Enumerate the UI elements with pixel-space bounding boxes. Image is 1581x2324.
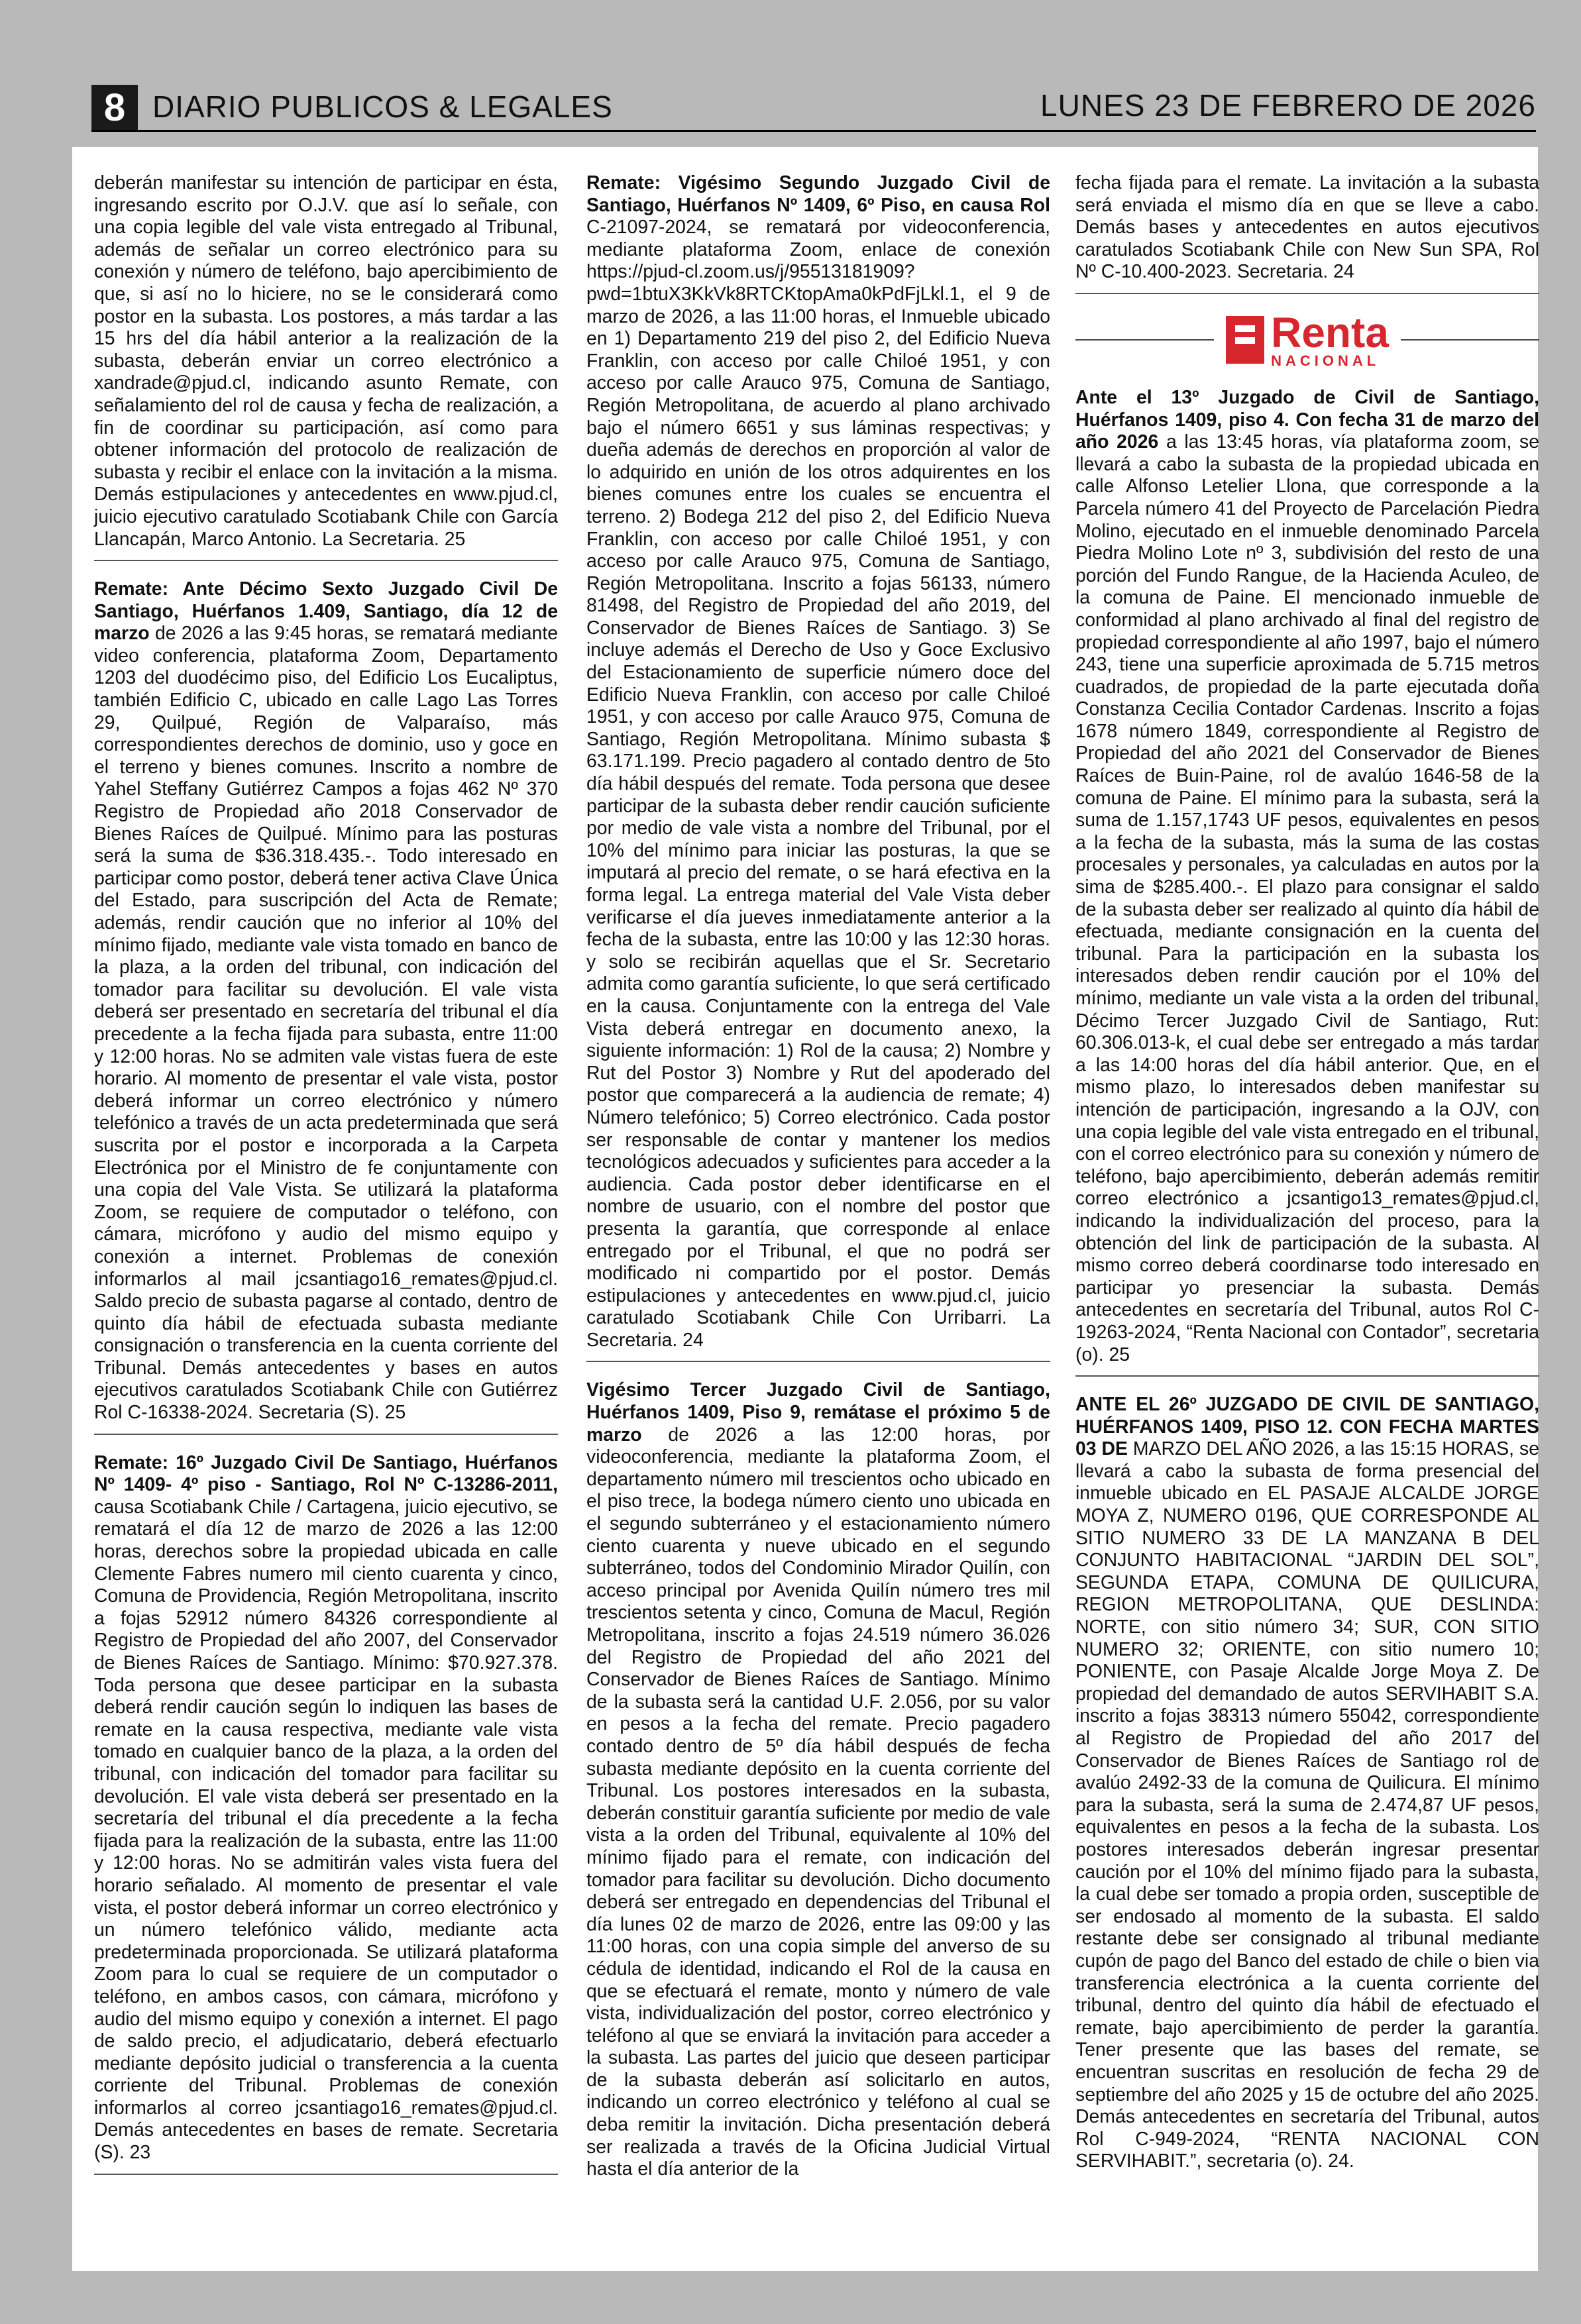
- renta-nacional-logo: [1226, 308, 1389, 369]
- notice-divider: [94, 560, 558, 561]
- notice-heading: ANTE EL 26º JUZGADO DE CIVIL DE SANTIAGO, HUÉRFANOS 1409, PISO 12. CON FECHA MARTES 03 DE: [1075, 1394, 1539, 1460]
- column-3: [1075, 172, 1539, 2173]
- notice-heading: Remate: Ante Décimo Sexto Juzgado Civil De Santiago, Huérfanos 1.409, Santiago, día 12 de marzo: [94, 578, 558, 645]
- notice-text: fecha fijada para el remate. La invitación a la subasta será enviada el mismo día en que se lleve a cabo. Demás bases y antecedentes en autos ejecutivos caratulados Scotiabank Chile con New Sun SPA, Rol Nº C-10.400-2023. Secretaria. 24: [1075, 172, 1539, 283]
- notice-text: a las 13:45 horas, vía plataforma zoom, se llevará a cabo la subasta de la propiedad ubicada en calle Alfonso Letelier Llona, que corresponde a la Parcela número 41 del Proyecto de Parcelación Piedra Molino, ejecutado en el inmueble denominado Parcela Piedra Molino Lote nº 3, subdivisión del resto de una porción del Fundo Rangue, de la Hacienda Aculeo, de la comuna de Paine. El mencionado inmueble de conformidad al plano archivado al final del registro de propiedad correspondiente al año 1997, bajo el número 243, tiene una superficie aproximada de 5.715 metros cuadrados, de propiedad de la parte ejecutada doña Constanza Cecilia Contador Cardenas. Inscrito a fojas 1678 número 1849, correspondiente al Registro de Propiedad del año 2021 del Conservador de Bienes Raíces de Buin-Paine, rol de avalúo 1646-58 de la comuna de Paine. El mínimo para la subasta, será la suma de 1.157,1743 UF pesos, equivalentes en pesos a la fecha de la subasta, más la suma de las costas procesales y personales, ya calculadas en autos por la sima de $285.400.-. El plazo para consignar el saldo de la subasta deber ser realizado al quinto día hábil de efectuada, mediante consignación en la cuenta del tribunal. Para la participación en la subasta los interesados deben rendir caución por el 10% del mínimo, mediante un vale vista a la orden del tribunal, Décimo Tercer Juzgado Civil de Santiago, Rut: 60.306.013-k, el cual debe ser entregado a más tardar a las 14:00 horas del día hábil anterior. Que, en el mismo plazo, lo interesados deben manifestar su intención de participación, ingresando a la OJV, con una copia legible del vale vista entregado en el tribunal, con el correo electrónico para su conexión y número de teléfono, bajo apercibimiento, deberán además remitir correo electrónico a jcsantigo13_remates@pjud.cl, indicando la individualización del proceso, para la obtención del link de participación de la subasta. Al mismo correo deberá coordinarse todo interesado en participar yo presenciar la subasta. Demás antecedentes en secretaría del Tribunal, autos Rol C-19263-2024, “Renta Nacional con Contador”, secretaria (o). 25: [1075, 431, 1539, 1365]
- notice: [1075, 1394, 1539, 2173]
- notice: [586, 172, 1050, 1351]
- notice-divider: [94, 1434, 558, 1435]
- page-header: [91, 85, 1536, 132]
- notice: [586, 1379, 1050, 2180]
- notice-divider: [586, 1361, 1050, 1362]
- publication-name: DIARIO PUBLICOS & LEGALES: [152, 89, 613, 124]
- notice: [94, 1452, 558, 2164]
- notice-text: deberán manifestar su intención de participar en ésta, ingresando escrito por O.J.V. que así lo señale, con una copia legible del vale vista entregado al Tribunal, además de señalar un correo electrónico para su conexión y número de teléfono, bajo apercibimiento de que, si así no lo hiciere, no se le considerará como postor en la subasta. Los postores, a más tardar a las 15 hrs del día hábil anterior a la realización de la subasta, deberán enviar un correo electrónico a xandrade@pjud.cl, indicando asunto Remate, con señalamiento del rol de causa y fecha de realización, a fin de coordinar su participación, así como para obtener información del protocolo de realización de subasta y recibir el enlace con la invitación a la misma. Demás estipulaciones y antecedentes en www.pjud.cl, juicio ejecutivo caratulado Scotiabank Chile con García Llancapán, Marco Antonio. La Secretaria. 25: [94, 172, 558, 550]
- notice-heading: Remate: 16º Juzgado Civil De Santiago, Huérfanos Nº 1409- 4º piso - Santiago, Rol Nº C-13286-2011,: [94, 1452, 558, 1496]
- logo-word: Renta: [1271, 308, 1389, 356]
- column-2: [586, 172, 1050, 2181]
- publication-date: LUNES 23 DE FEBRERO DE 2026: [1040, 88, 1536, 123]
- logo-rule-left: [1075, 339, 1214, 341]
- logo-mark-icon: [1226, 316, 1264, 364]
- notice-divider: [94, 2174, 558, 2175]
- notice-divider: [1075, 293, 1539, 294]
- notice-text: causa Scotiabank Chile / Cartagena, juicio ejecutivo, se rematará el día 12 de marzo de 2026 a las 12:00 horas, derechos sobre la propiedad ubicada en calle Clemente Fabres numero mil ciento cuarenta y cinco, Comuna de Providencia, Región Metropolitana, inscrito a fojas 52912 número 84326 correspondiente al Registro de Propiedad del año 2007, del Conservador de Bienes Raíces de Santiago. Mínimo: $70.927.378. Toda persona que desee participar en la subasta deberá rendir caución según lo indiquen las bases de remate en la causa respectiva, mediante vale vista tomado en cualquier banco de la plaza, a la orden del tribunal, con indicación del tomador para facilitar su devolución. El vale vista deberá ser presentado en la secretaría del tribunal el día precedente a la fecha fijada para la realización de la subasta, entre las 11:00 y 12:00 horas. No se admitirán vales vista fuera del horario señalado. Al momento de presentar el vale vista, el postor deberá informar un correo electrónico y un número telefónico válido, mediante acta predeterminada proporcionada. Se utilizará plataforma Zoom para lo cual se requiere de un computador o teléfono, en ambos casos, con cámara, micrófono y audio del mismo equipo y conexión a internet. El pago de saldo precio, el adjudicatario, deberá efectuarlo mediante depósito judicial o transferencia a la cuenta corriente del Tribunal. Problemas de conexión informarlos al correo jcsantiago16_remates@pjud.cl. Demás antecedentes en bases de remate. Secretaria (S). 23: [94, 1496, 558, 2164]
- notice-text: C-21097-2024, se rematará por videoconferencia, mediante plataforma Zoom, enlace de conexión https://pjud-cl.zoom.us/j/95513181909?pwd=1btuX3KkVk8RTCKtopAma0kPdFjLkl.1, el 9 de marzo de 2026, a las 11:00 horas, el Inmueble ubicado en 1) Departamento 219 del piso 2, del Edificio Nueva Franklin, con acceso por calle Chiloé 1951, y con acceso por calle Arauco 975, Comuna de Santiago, Región Metropolitana, de acuerdo al plano archivado bajo el número 6651 y sus láminas respectivas; y dueña además de derechos en proporción al valor de lo adquirido en unión de los otros adquirentes en los bienes comunes entre los cuales se encuentra el terreno. 2) Bodega 212 del piso 2, del Edificio Nueva Franklin, con acceso por calle Chiloé 1951, y con acceso por calle Arauco 975, Comuna de Santiago, Región Metropolitana. Inscrito a fojas 56133, número 81498, del Registro de Propiedad del año 2019, del Conservador de Bienes Raíces de Santiago. 3) Se incluye además el Derecho de Uso y Goce Exclusivo del Estacionamiento de superficie número doce del Edificio Nueva Franklin, con acceso por calle Chiloé 1951, y con acceso por calle Arauco 975, Comuna de Santiago, Región Metropolitana. Mínimo subasta $ 63.171.199. Precio pagadero al contado dentro de 5to día hábil después del remate. Toda persona que desee participar de la subasta deber rendir caución suficiente por medio de vale vista a nombre del Tribunal, por el 10% del mínimo para iniciar las posturas, la que se imputará al precio del remate, o se hará efectiva en la forma legal. La entrega material del Vale Vista deber verificarse el día jueves inmediatamente anterior a la fecha de la subasta, entre las 10:00 y las 12:30 horas. y solo se recibirán aquellas que el Sr. Secretario admita como garantía suficiente, lo que será certificado en la causa. Conjuntamente con la entrega del Vale Vista deberá entregar en documento anexo, la siguiente información: 1) Rol de la causa; 2) Nombre y Rut del Postor 3) Nombre y Rut del apoderado del postor que comparecerá a la audiencia de remate; 4) Número telefónico; 5) Correo electrónico. Cada postor ser responsable de contar y mantener los medios tecnológicos adecuados y suficientes para acceder a la audiencia. Cada postor deber identificarse en el nombre de usuario, con el nombre del postor que presenta la garantía, que corresponde al enlace entregado por el Tribunal, el que no podrá ser modificado ni compartido por el postor. Demás estipulaciones y antecedentes en www.pjud.cl, juicio caratulado Scotiabank Chile Con Urribarri. La Secretaria. 24: [586, 217, 1050, 1351]
- logo-rule-right: [1401, 339, 1539, 341]
- notice-heading: Ante el 13º Juzgado de Civil de Santiago, Huérfanos 1409, piso 4. Con fecha 31 de marzo del año 2026: [1075, 386, 1539, 453]
- notice-text: de 2026 a las 12:00 horas, por videoconferencia, mediante la plataforma Zoom, el departamento número mil trescientos ocho ubicado en el piso trece, la bodega número ciento uno ubicada en el segundo subterráneo y el estacionamiento número ciento cuarenta y nueve ubicado en el segundo subterráneo, todos del Condominio Mirador Quilín, con acceso principal por Avenida Quilín número tres mil trescientos setenta y cinco, Comuna de Macul, Región Metropolitana, inscrito a fojas 24.519 número 36.026 del Registro de Propiedad del año 2021 del Conservador de Bienes Raíces de Santiago. Mínimo de la subasta será la cantidad U.F. 2.056, por su valor en pesos a la fecha del remate. Precio pagadero contado dentro de 5º día hábil después de fecha subasta mediante depósito en la cuenta corriente del Tribunal. Los postores interesados en la subasta, deberán constituir garantía suficiente por medio de vale vista a la orden del Tribunal, equivalente al 10% del mínimo fijado para el remate, con indicación del tomador para facilitar su devolución. Dicho documento deberá ser entregado en dependencias del Tribunal el día lunes 02 de marzo de 2026, entre las 09:00 y las 11:00 horas, con una copia simple del anverso de su cédula de identidad, indicando el Rol de la causa en que se efectuará el remate, monto y número de vale vista, individualización del postor, correo electrónico y teléfono al que se enviará la invitación para acceder a la subasta. Las partes del juicio que deseen participar de la subasta deberán así solicitarlo en autos, indicando un correo electrónico y teléfono al cual se deba remitir la invitación. Dicha presentación deberá ser realizada a través de la Oficina Judicial Virtual hasta el día anterior de la: [586, 1424, 1050, 2180]
- notice-heading: Remate: Vigésimo Segundo Juzgado Civil de Santiago, Huérfanos Nº 1409, 6º Piso, en causa Rol: [586, 172, 1050, 216]
- notice-text: de 2026 a las 9:45 horas, se rematará mediante video conferencia, plataforma Zoom, Departamento 1203 del duodécimo piso, del Edificio Los Eucaliptus, también Edificio C, ubicado en calle Lago Las Torres 29, Quilpué, Región de Valparaíso, más correspondientes derechos de dominio, uso y goce en el terreno y bienes comunes. Inscrito a nombre de Yahel Steffany Gutiérrez Campos a fojas 462 Nº 370 Registro de Propiedad año 2018 Conservador de Bienes Raíces de Quilpué. Mínimo para las posturas será la suma de $36.318.435.-. Todo interesado en participar como postor, deberá tener activa Clave Única del Estado, para suscripción del Acta de Remate; además, rendir caución que no inferior al 10% del mínimo fijado, mediante vale vista tomado en banco de la plaza, a la orden del tribunal, con indicación del tomador para facilitar su devolución. El vale vista deberá ser presentado en secretaría del tribunal el día precedente a la fecha fijada para subasta, entre 11:00 y 12:00 horas. No se admiten vale vistas fuera de este horario. Al momento de presentar el vale vista, postor deberá informar un correo electrónico y número telefónico a través de un acta predeterminada que será suscrita por el postor e incorporada a la Carpeta Electrónica por el Ministro de fe conjuntamente con una copia del Vale Vista. Se utilizará la plataforma Zoom, se requiere de computador o teléfono, con cámara, micrófono y audio del mismo equipo y conexión a internet. Problemas de conexión informarlos al mail jcsantiago16_remates@pjud.cl. Saldo precio de subasta pagarse al contado, dentro de quinto día hábil de efectuada subasta mediante consignación o transferencia en la cuenta corriente del Tribunal. Demás antecedentes y bases en autos ejecutivos caratulados Scotiabank Chile con Gutiérrez Rol C-16338-2024. Secretaria (S). 25: [94, 623, 558, 1424]
- notice: [94, 578, 558, 1424]
- page-content: [72, 147, 1538, 2271]
- notice-continued: [1075, 172, 1539, 284]
- notice-continued: [94, 172, 558, 551]
- logo-text: [1271, 308, 1389, 369]
- advertiser-logo-row: [1075, 308, 1539, 369]
- notice-heading: Vigésimo Tercer Juzgado Civil de Santiago, Huérfanos 1409, Piso 9, remátase el próximo 5 de marzo: [586, 1379, 1050, 1446]
- page-number: 8: [91, 85, 138, 130]
- column-1: [94, 172, 558, 2192]
- notice-text: MARZO DEL AÑO 2026, a las 15:15 HORAS, se llevará a cabo la subasta de forma presencial del inmueble ubicado en EL PASAJE ALCALDE JORGE MOYA Z, NUMERO 0196, QUE CORRESPONDE AL SITIO NUMERO 33 DE LA MANZANA B DEL CONJUNTO HABITACIONAL “JARDIN DEL SOL”, SEGUNDA ETAPA, COMUNA DE QUILICURA, REGION METROPOLITANA, QUE DESLINDA: NORTE, con sitio número 34; SUR, CON SITIO NUMERO 32; ORIENTE, con sitio numero 10; PONIENTE, con Pasaje Alcalde Jorge Moya Z. De propiedad del demandado de autos SERVIHABIT S.A. inscrito a fojas 38313 número 55042, correspondiente al Registro de Propiedad del año 2017 del Conservador de Bienes Raíces de Santiago rol de avalúo 2492-33 de la comuna de Quilicura. El mínimo para la subasta, será la suma de 2.474,87 UF pesos, equivalentes en pesos a la fecha de la subasta. Los postores interesados deberán ingresar presentar caución por el 10% del mínimo fijado para la subasta, la cual debe ser tomado a propia orden, susceptible de ser endosado al momento de la subasta. El saldo restante debe ser consignado al tribunal mediante cupón de pago del Banco del estado de chile o bien via transferencia electrónica a la cuenta corriente del tribunal, dentro del quinto día hábil de efectuado el remate, bajo apercibimiento de perder la garantía. Tener presente que las bases del remate, se encuentran suscritas en resolución de fecha 29 de septiembre del año 2025 y 15 de octubre del año 2025. Demás antecedentes en secretaría del Tribunal, autos Rol C-949-2024, “RENTA NACIONAL CON SERVIHABIT.”, secretaria (o). 24.: [1075, 1438, 1539, 2172]
- logo-subword: NACIONAL: [1271, 352, 1380, 369]
- notice: [1075, 387, 1539, 1366]
- notice-divider: [1075, 1375, 1539, 1377]
